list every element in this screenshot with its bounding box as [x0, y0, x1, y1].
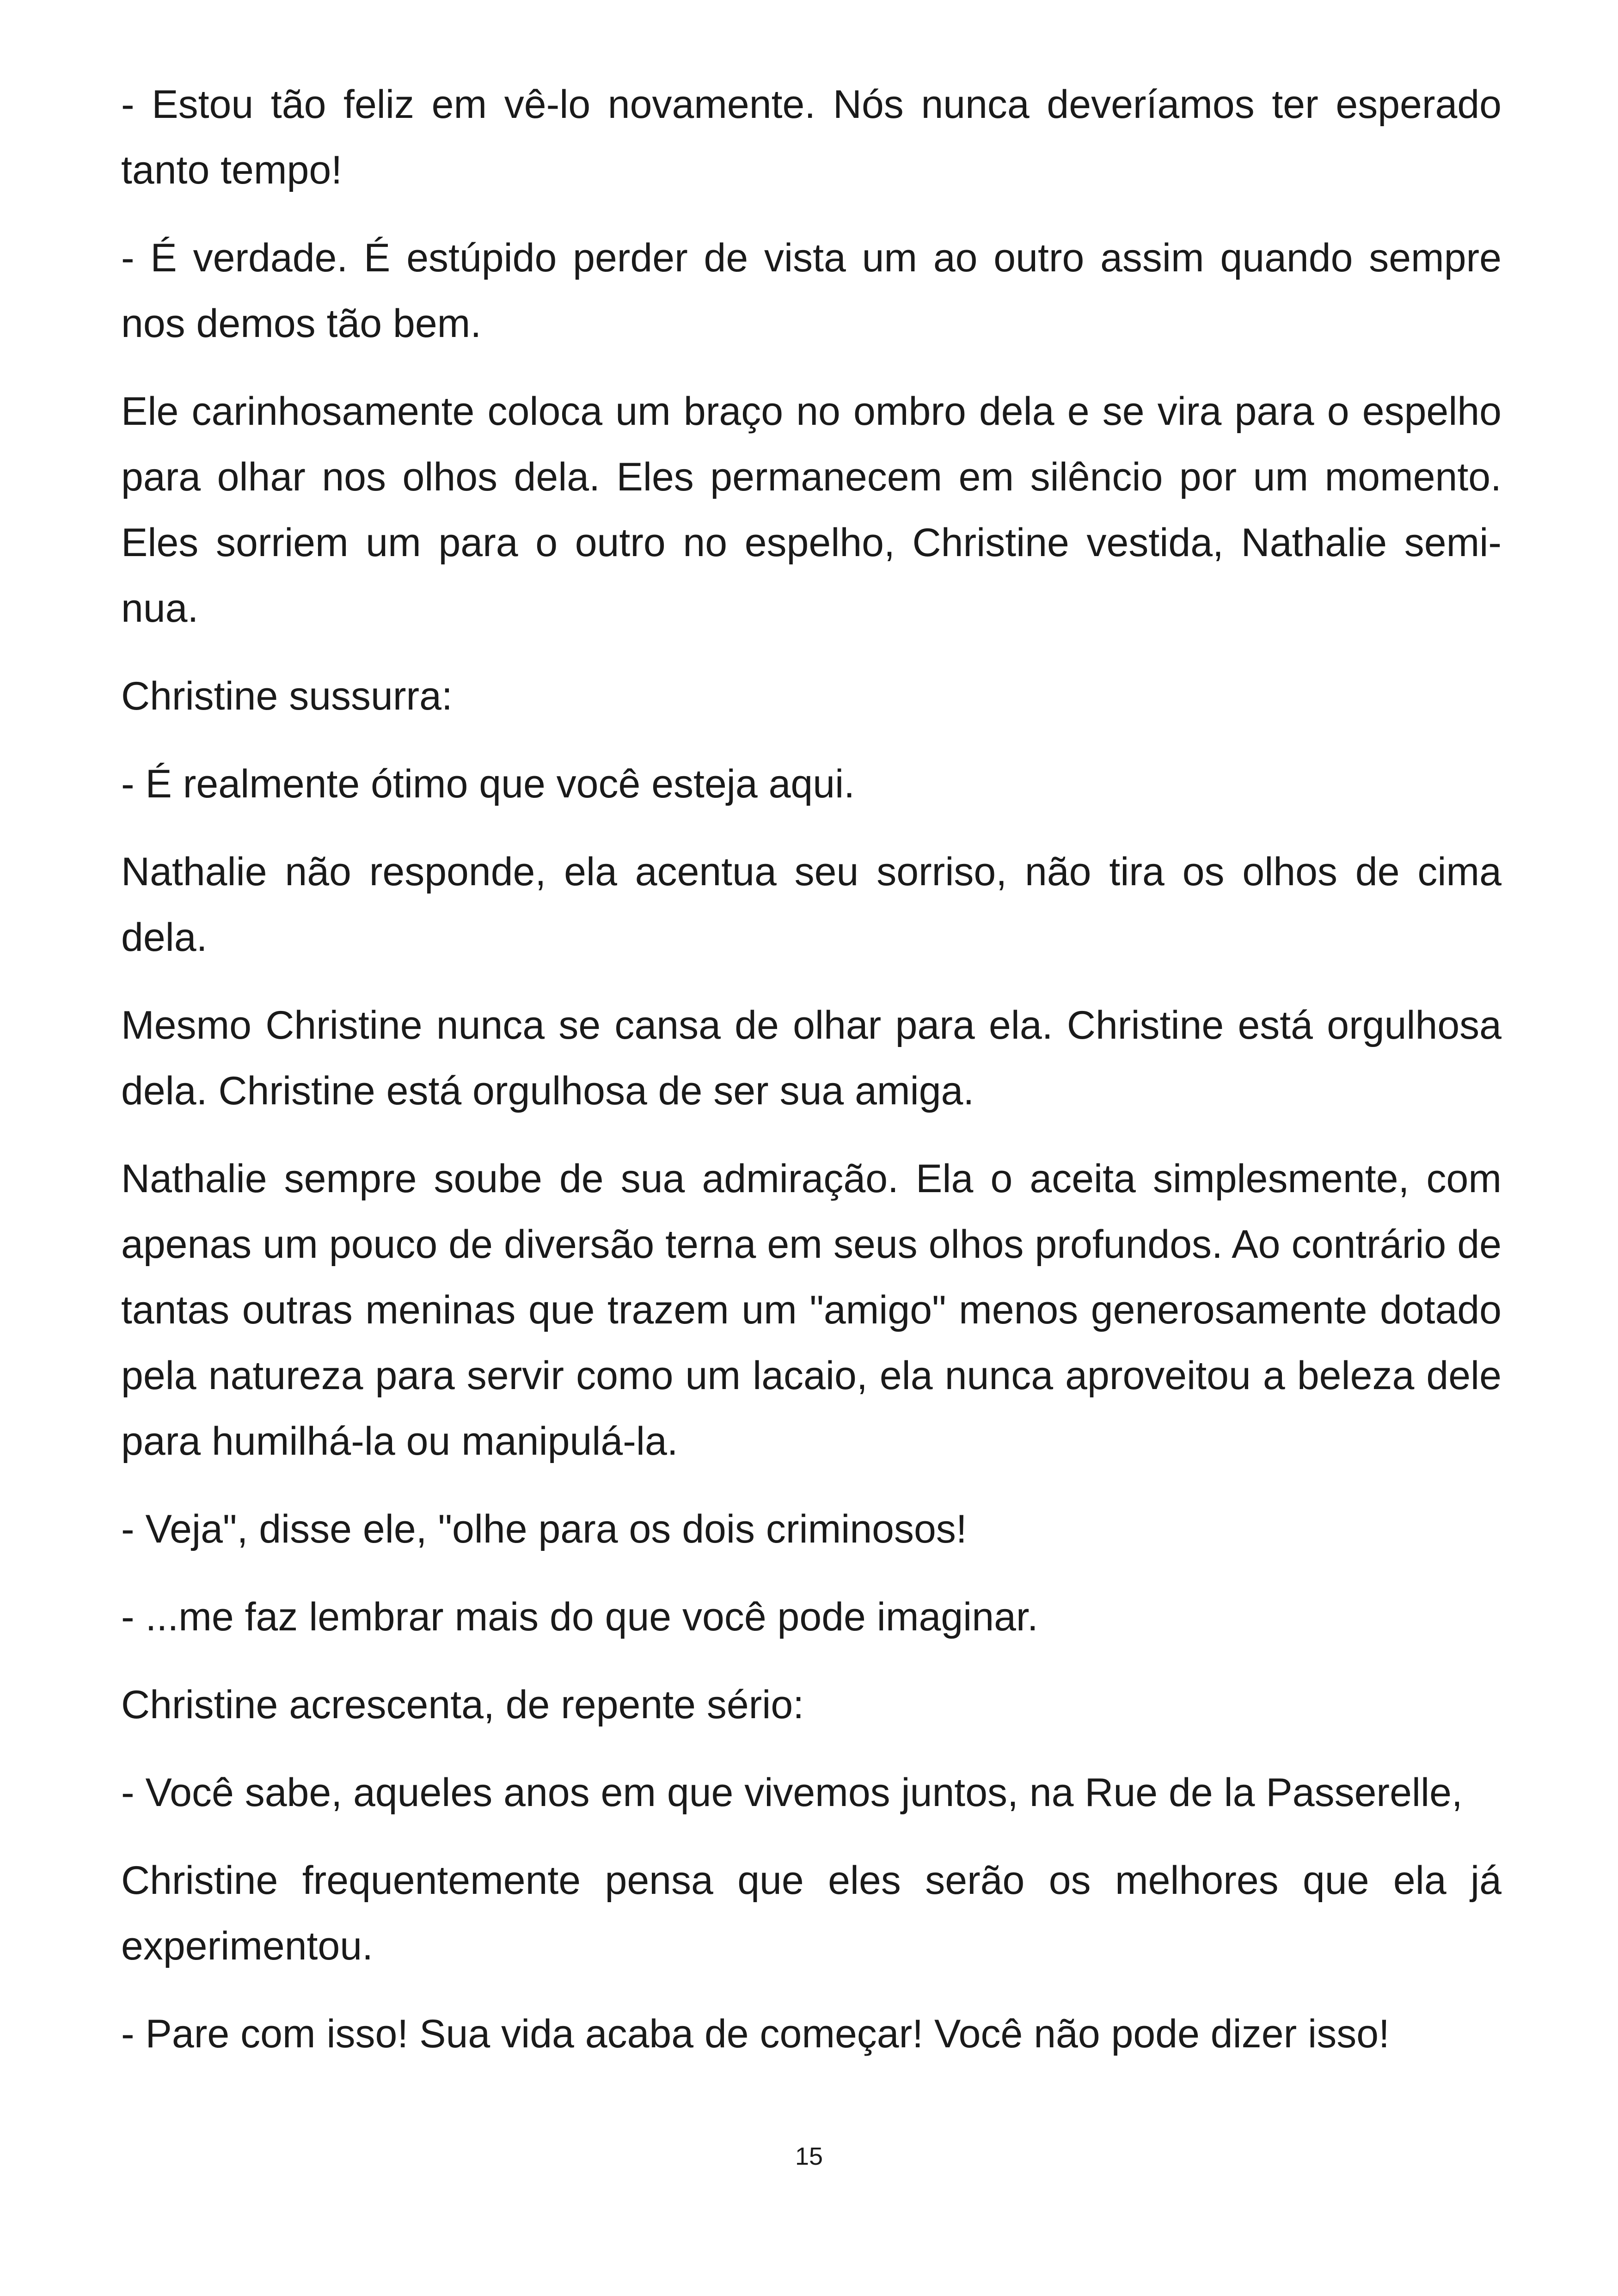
paragraph: - É realmente ótimo que você esteja aqui. [121, 762, 855, 806]
paragraph: - É verdade. É estúpido perder de vista um ao outro assim quando sempre nos demos tão bem. [121, 236, 1502, 346]
paragraph: Christine frequentemente pensa que eles serão os melhores que ela já experimentou. [121, 1858, 1502, 1968]
paragraph: Mesmo Christine nunca se cansa de olhar para ela. Christine está orgulhosa dela. Christine está orgulhosa de ser sua amiga. [121, 1003, 1502, 1113]
page-number: 15 [795, 2143, 823, 2170]
paragraph: - Veja", disse ele, "olhe para os dois criminosos! [121, 1507, 967, 1551]
paragraph: - Estou tão feliz em vê-lo novamente. Nós nunca deveríamos ter esperado tanto tempo! [121, 82, 1502, 192]
paragraph: - Você sabe, aqueles anos em que vivemos juntos, na Rue de la Passerelle, [121, 1770, 1463, 1815]
paragraph: Nathalie sempre soube de sua admiração. Ela o aceita simplesmente, com apenas um pouco de diversão terna em seus olhos profundos. Ao contrário de tantas outras meninas que trazem um "amigo" menos generosamente dotado pela natureza para servir como um lacaio, ela nunca aproveitou a beleza dele para humilhá-la ou manipulá-la. [121, 1157, 1502, 1463]
paragraph: - ...me faz lembrar mais do que você pode imaginar. [121, 1595, 1038, 1639]
paragraph: - Pare com isso! Sua vida acaba de começar! Você não pode dizer isso! [121, 2012, 1390, 2056]
paragraph: Nathalie não responde, ela acentua seu sorriso, não tira os olhos de cima dela. [121, 850, 1502, 960]
paragraph: Christine sussurra: [121, 674, 453, 718]
paragraph: Christine acrescenta, de repente sério: [121, 1683, 804, 1727]
body-text [121, 72, 1502, 2089]
paragraph: Ele carinhosamente coloca um braço no ombro dela e se vira para o espelho para olhar nos olhos dela. Eles permanecem em silêncio por um momento. Eles sorriem um para o outro no espelho, Christine vestida, Nathalie semi-nua. [121, 389, 1502, 631]
